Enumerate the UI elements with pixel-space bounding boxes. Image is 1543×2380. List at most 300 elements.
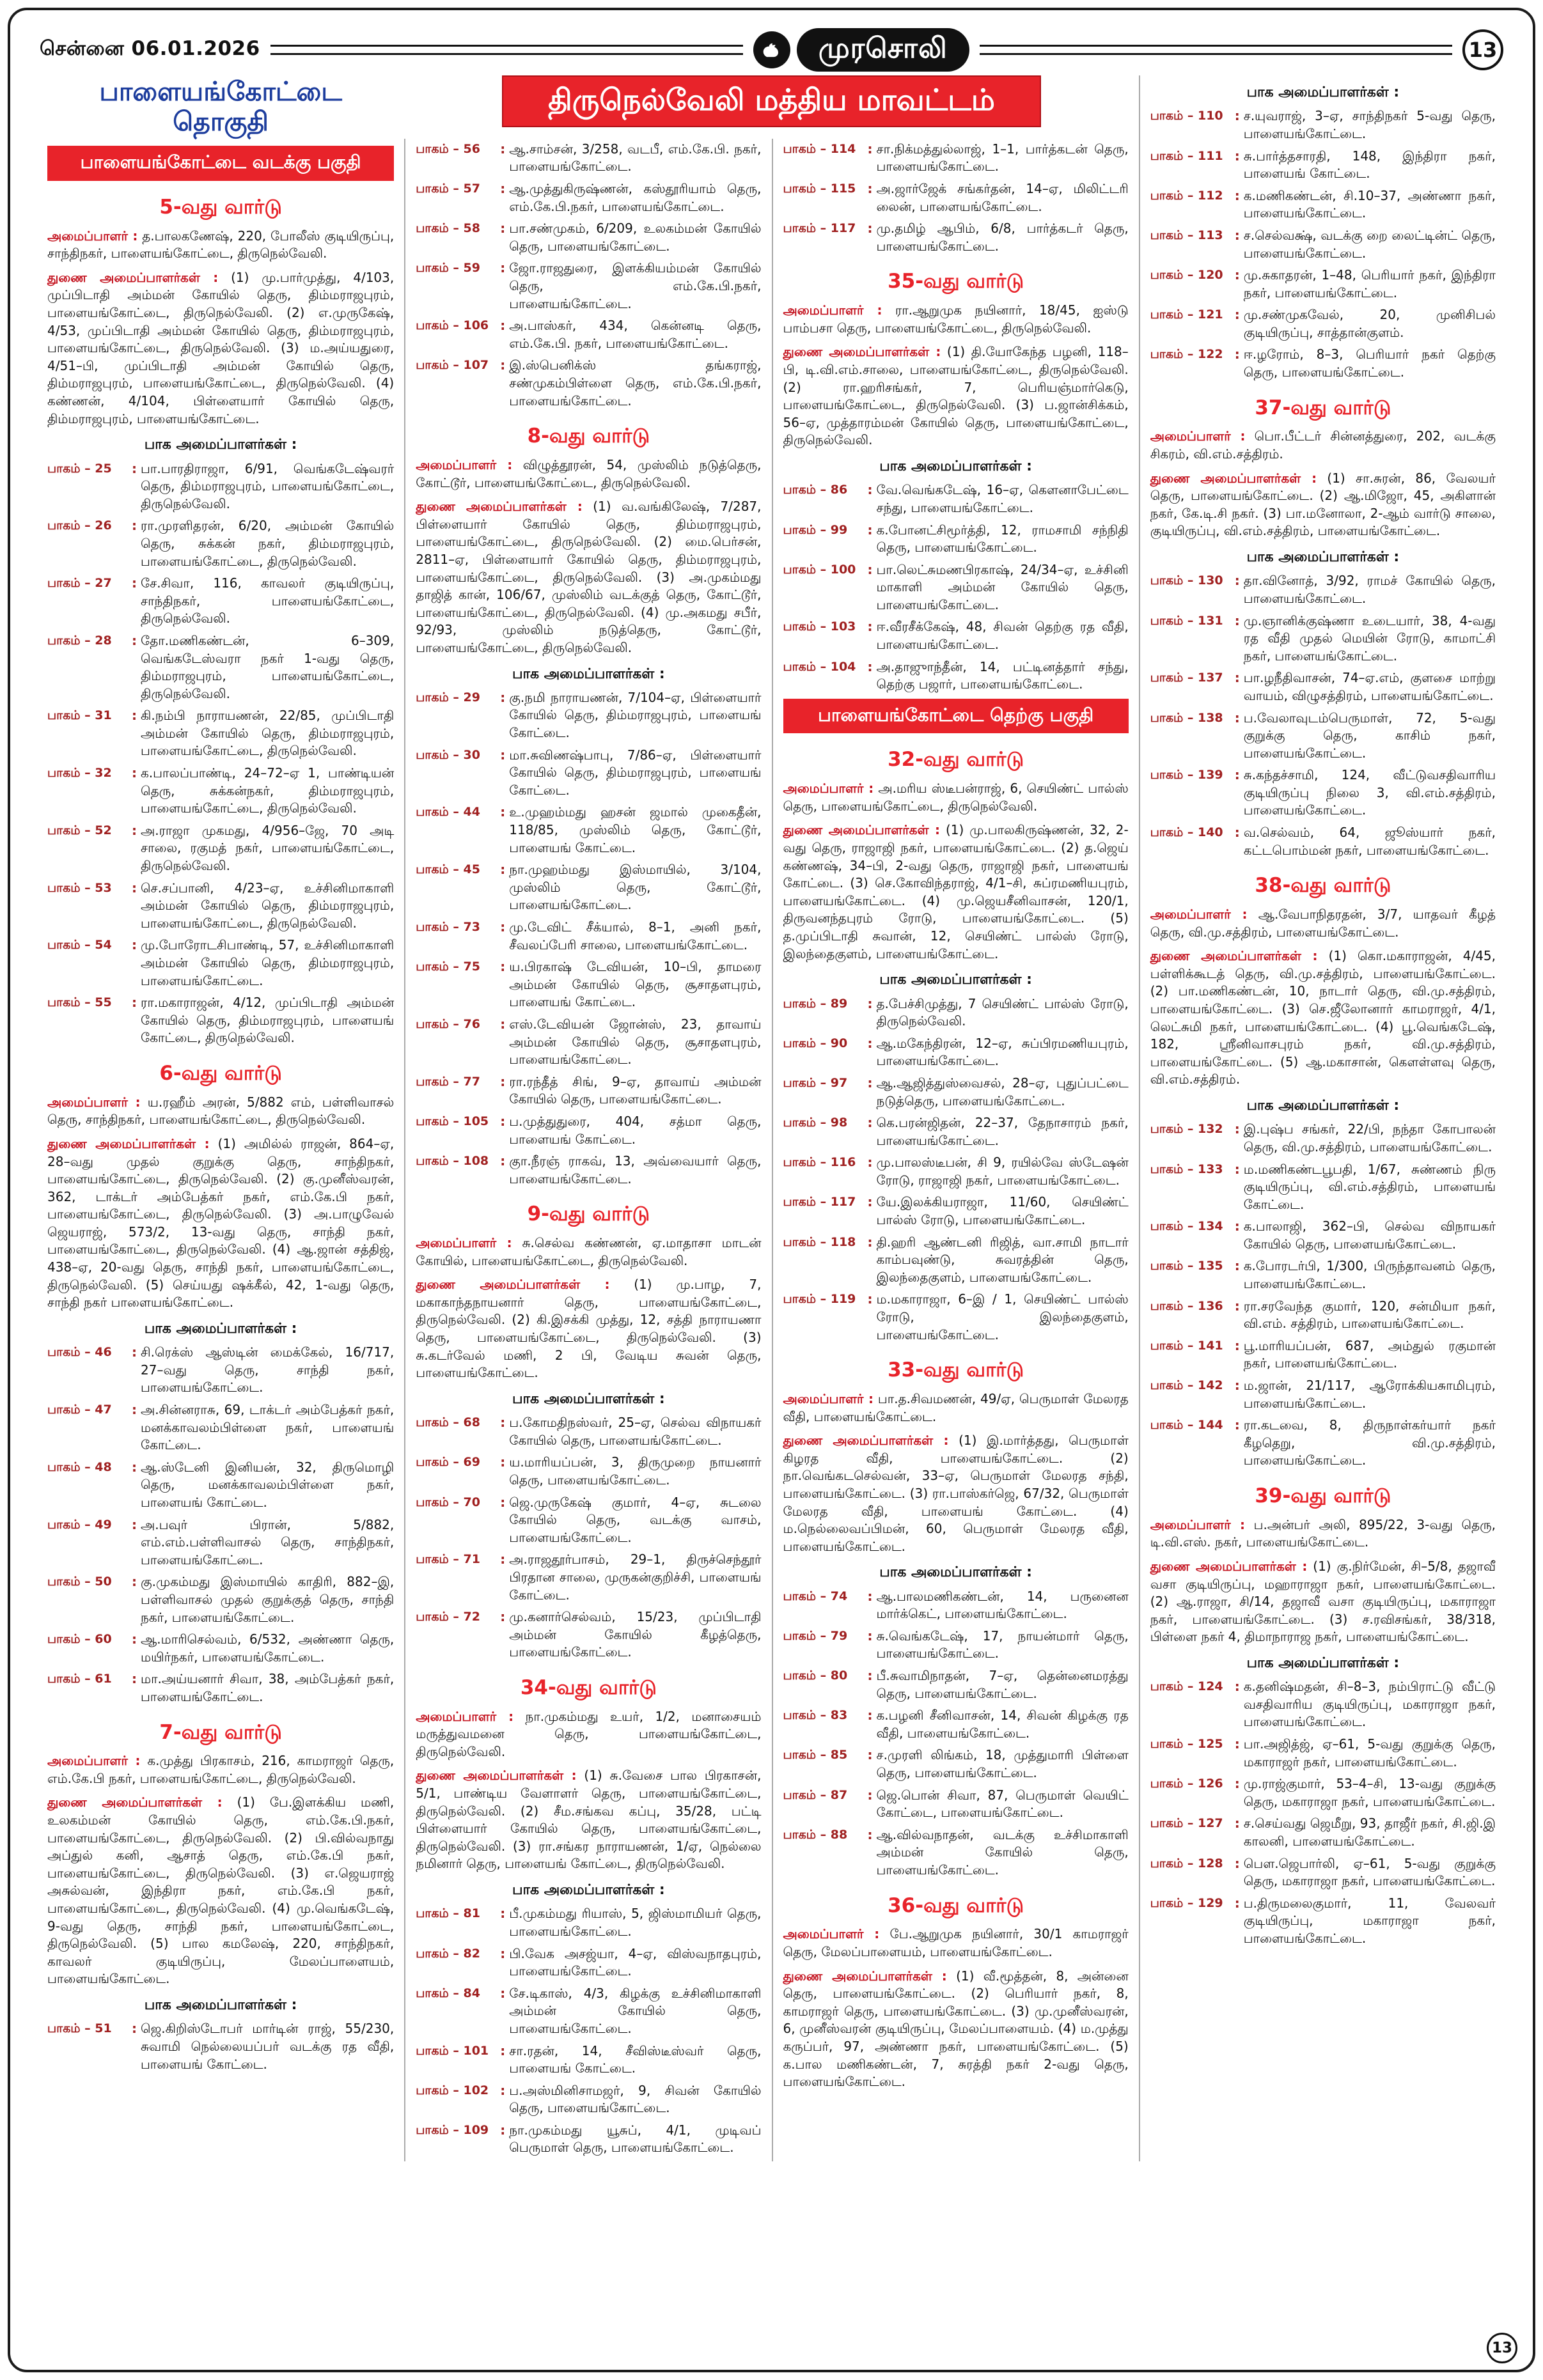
part-number: பாகம் – 44 — [416, 805, 480, 820]
part-colon-separator: : — [1234, 227, 1240, 243]
part-entry — [416, 2042, 761, 2078]
part-member-details: அ.பவுர் பிரான், 5/882, எம்.எம்.பள்ளிவாசல் தெரு, சாந்திநகர், பாளையங்கோட்டை. — [141, 1516, 395, 1567]
part-colon-separator: : — [867, 1291, 873, 1307]
organiser-paragraph — [783, 343, 1129, 449]
part-member-details: மு.பாலஸ்டீபன், சி 9, ரயில்வே ஸ்டேஷன் ரோடு, ராஜாஜி நகர், பாளையங்கோட்டை. — [876, 1155, 1129, 1188]
organiser-paragraph — [783, 302, 1129, 337]
part-number: பாகம் – 132 — [1150, 1122, 1223, 1137]
part-colon-separator: : — [500, 1113, 506, 1129]
part-colon-separator: : — [867, 522, 873, 538]
part-entry — [1150, 306, 1496, 341]
page-header — [31, 23, 1512, 74]
organiser-role-label: துணை அமைப்பாளர்கள் : — [783, 344, 941, 360]
part-member-details: ஆ.முத்துகிருஷ்ணன், கஸ்தூரியாம் தெரு, எம்.கே.பி.நகர், பாளையங்கோட்டை. — [509, 181, 762, 214]
organiser-detail-text: (1) தி.யோகேந்த பழனி, 118–பி, டி.வி.எம்.சாலை, பாளையங்கோட்டை, திருநெல்வேலி. (2) ரா.ஹரிசங்கர், 7, பெரியஞ்மார்கெடு, பாளையங்கோட்டை, திருநெல்வேலி. (3) ப.ஜான்சிக்கம், 56–ஏ, முத்தாரம்மன் கோயில் தெரு, பாளையங்கோட்டை, திருநெல்வேலி. — [783, 344, 1129, 448]
masthead-title: முரசொலி — [797, 28, 969, 72]
organiser-role-label: அமைப்பாளர் : — [47, 228, 138, 244]
part-colon-separator: : — [867, 995, 873, 1011]
part-colon-separator: : — [1234, 1417, 1240, 1433]
part-entry — [1150, 1417, 1496, 1470]
header-rule-left — [270, 45, 743, 55]
part-member-details: ஆ.வில்வநாதன், வடக்கு உச்சிமாகாளி அம்மன் கோயில் தெரு, பாளையங்கோட்டை. — [876, 1826, 1129, 1878]
part-number: பாகம் – 97 — [783, 1075, 848, 1090]
part-colon-separator: : — [132, 995, 137, 1011]
part-member-details: ஈ.வீரசீக்கேஷ், 48, சிவன் தெற்கு ரத வீதி, பாளையங்கோட்டை. — [876, 619, 1129, 653]
organiser-detail-text: க.முத்து பிரகாசம், 216, காமராஜர் தெரு, எம்.கே.பி நகர், பாளையங்கோட்டை, திருநெல்வேலி. — [47, 1753, 395, 1786]
part-entry — [47, 1516, 394, 1569]
part-entry — [783, 1826, 1129, 1879]
organiser-role-label: துணை அமைப்பாளர்கள் : — [416, 1768, 577, 1784]
part-member-details: பீ.முகம்மது ரியாஸ், 5, ஜிஸ்மாமியர் தெரு, பாளையங்கோட்டை. — [509, 1906, 762, 1939]
part-number: பாகம் – 31 — [47, 708, 112, 723]
part-colon-separator: : — [132, 765, 137, 781]
part-number: பாகம் – 79 — [783, 1628, 848, 1643]
part-number: பாகம் – 129 — [1150, 1895, 1223, 1910]
organiser-detail-text: ய.ரஹீம் அரன், 5/882 எம், பள்ளிவாசல் தெரு, சாந்திநகர், பாளையங்கோட்டை, திருநெல்வேலி. — [47, 1094, 395, 1128]
organiser-detail-text: (1) வ.வங்கிலேஷ், 7/287, பிள்ளையார் கோயில் தெரு, திம்மராஜபுரம், பாளையங்கோட்டை, திருநெல்வேலி. (2) மை.பெர்சன், 2811–ஏ, பிள்ளையார் கோயில் தெரு, திம்மராஜபுரம், பாளையங்கோட்டை, திருநெல்வேலி. (3) அ.முகம்மது தாஜித் கான், 106/67, முஸ்லிம் வடக்குத் தெரு, கோட்டூர், பாளையங்கோட்டை, திருநெல்வேலி. (4) மு.அகமது சபீர், 92/93, முஸ்லிம் நடுத்தெரு, கோட்டூர், பாளையங்கோட்டை, திருநெல்வேலி. — [416, 499, 762, 655]
part-colon-separator: : — [500, 959, 506, 975]
part-colon-separator: : — [867, 181, 873, 197]
part-entry — [416, 747, 761, 800]
part-organisers-heading: பாக அமைப்பாளர்கள் : — [144, 1996, 297, 2013]
part-entry — [783, 220, 1129, 255]
organiser-role-label: அமைப்பாளர் : — [416, 1235, 512, 1251]
edition-dateline: சென்னை 06.01.2026 — [40, 37, 260, 60]
part-member-details: ஜெ.முருகேஷ் குமார், 4–ஏ, சுடலை கோயில் தெரு, வடக்கு வாசம், பாளையங்கோட்டை. — [509, 1494, 762, 1545]
organiser-paragraph — [47, 269, 394, 428]
part-number: பாகம் – 29 — [416, 690, 480, 704]
part-entry — [783, 141, 1129, 176]
part-colon-separator: : — [500, 181, 506, 197]
part-number: பாகம் – 124 — [1150, 1679, 1223, 1694]
part-member-details: த.பேச்சிமுத்து, 7 செயிண்ட் பால்ஸ் ரோடு, திருநெல்வேலி. — [876, 995, 1129, 1029]
part-colon-separator: : — [867, 1668, 873, 1684]
part-entry — [416, 958, 761, 1011]
organiser-paragraph — [416, 498, 761, 657]
part-member-details: மா.சுவிணஷ்பாபு, 7/86–ஏ, பிள்ளையார் கோயில் தெரு, திம்மராஜபுரம், பாளையங் கோட்டை. — [509, 747, 762, 798]
part-member-details: மு.ஞானிக்குஷ்ணா உடையார், 38, 4-வது ரத வீதி முதல் மெயின் ரோடு, காமாட்சி நகர், பாளையங்கோட்டை. — [1243, 612, 1496, 664]
part-number: பாகம் – 58 — [416, 221, 480, 236]
part-member-details: ய.மாரியப்பன், 3, திருமுறை நாயனார் தெரு, பாளையங்கோட்டை. — [509, 1454, 762, 1488]
organiser-paragraph — [416, 1767, 761, 1873]
part-colon-separator: : — [132, 1516, 137, 1532]
organiser-role-label: அமைப்பாளர் : — [416, 1708, 514, 1724]
part-colon-separator: : — [1234, 1337, 1240, 1353]
part-member-details: ஆ.ஆஜித்துஸ்வைசல், 28–ஏ, புதுப்பட்டை நடுத்தெரு, பாளையங்கோட்டை. — [876, 1075, 1129, 1108]
part-member-details: ஜெ.கிறிஸ்டோபர் மார்டின் ராஜ், 55/230, சுவாமி நெல்லையப்பர் வடக்கு ரத வீதி, பாளையங் கோட்டை. — [141, 2021, 395, 2072]
part-colon-separator: : — [1234, 1776, 1240, 1792]
part-entry — [783, 1588, 1129, 1623]
part-number: பாகம் – 54 — [47, 938, 112, 953]
part-member-details: இ.ஸ்பெனிக்ஸ் தங்கராஜ், சண்முகம்பிள்ளை தெரு, எம்.கே.பி.நகர், பாளையங்கோட்டை. — [509, 357, 762, 408]
organiser-role-label: அமைப்பாளர் : — [47, 1753, 141, 1769]
part-member-details: தி.ஹரி ஆண்டனி ரிஜித், வா.சாமி நாடார் காம்பவுண்டு, சுவரத்தின் தெரு, இலந்தைகுளம், பாளையங்கோட்டை. — [876, 1234, 1129, 1285]
organiser-detail-text: (1) சா.சுரன், 86, வேலயர் தெரு, பாளையங்கோட்டை. (2) ஆ.மிஜோ, 45, அகிளான் நகர், கே.டி.சி நகர். (3) பா.மனோலா, 2-ஆம் வார்டு சாலை, குடியிருப்பு, வி.எம்.சத்திரம், பாளையங்கோட்டை. — [1150, 470, 1496, 539]
header-rule-right — [980, 45, 1452, 55]
part-colon-separator: : — [1234, 1736, 1240, 1752]
part-member-details: பி.வேக அசஜ்யா, 4–ஏ, விஸ்வநாதபுரம், பாளையங்கோட்டை. — [509, 1945, 762, 1979]
part-entry — [783, 481, 1129, 517]
part-colon-separator: : — [867, 1628, 873, 1644]
organiser-detail-text: (1) மு.பாழ, 7, மகாகாந்தநாயனார் தெரு, பாளையங்கோட்டை, திருநெல்வேலி. (2) கி.இசக்கி முத்து, 12, சத்தி நாராயணா தெரு, பாளையங்கோட்டை, திருநெல்வேலி. (3) சு.கடர்வேல் மணி, 2 பி, வேடிய சுவன் தெரு, பாளையங்கோட்டை. — [416, 1277, 762, 1381]
part-member-details: மு.தமிழ் ஆபிம், 6/8, பார்த்கடர் தெரு, பாளையங்கோட்டை. — [876, 221, 1129, 254]
part-organisers-heading: பாக அமைப்பாளர்கள் : — [879, 1564, 1032, 1581]
organiser-role-label: அமைப்பாளர் : — [1150, 428, 1246, 444]
organiser-paragraph — [1150, 906, 1496, 941]
part-number: பாகம் – 30 — [416, 747, 480, 762]
part-entry — [1150, 148, 1496, 183]
part-number: பாகம் – 100 — [783, 562, 856, 577]
part-colon-separator: : — [500, 2082, 506, 2098]
part-colon-separator: : — [500, 1153, 506, 1169]
part-number: பாகம் – 47 — [47, 1403, 112, 1417]
part-member-details: பூ.மாரியப்பன், 687, அம்துல் ரகுமான் நகர், பாளையங்கோட்டை. — [1243, 1337, 1496, 1371]
part-entry — [47, 1573, 394, 1626]
part-entry — [47, 2020, 394, 2073]
part-member-details: கெ.பரன்ஜிதன், 22–37, தேநாசாரம் நகர், பாளையங்கோட்டை. — [876, 1115, 1129, 1148]
part-member-details: க.தனிஷ்மதன், சி–8–3, நம்பிராட்டு வீட்டு வசதிவாரிய குடியிருப்பு, மகாராஜா நகர், பாளையங்கோட்டை. — [1243, 1679, 1496, 1730]
part-number: பாகம் – 28 — [47, 633, 112, 648]
part-colon-separator: : — [500, 2042, 506, 2058]
part-number: பாகம் – 116 — [783, 1155, 856, 1170]
footer-page-number-badge: 13 — [1487, 2333, 1517, 2363]
part-member-details: ப.வேலாவுடம்பெருமாள், 72, 5-வது குறுக்கு தெரு, காசிம் நகர், பாளையங்கோட்டை. — [1243, 710, 1496, 761]
part-member-details: ய.பிரகாஷ் டேவியன், 10–பி, தாமரை அம்மன் கோயில் தெரு, சூசாதளபுரம், பாளையங் கோட்டை. — [509, 959, 762, 1010]
organiser-paragraph — [416, 1234, 761, 1270]
part-colon-separator: : — [132, 518, 137, 534]
part-entry — [47, 1401, 394, 1454]
part-number: பாகம் – 60 — [47, 1632, 112, 1647]
part-number: பாகம் – 48 — [47, 1459, 112, 1474]
part-number: பாகம் – 68 — [416, 1415, 480, 1430]
part-colon-separator: : — [500, 919, 506, 935]
part-organisers-heading: பாக அமைப்பாளர்கள் : — [1246, 84, 1400, 100]
part-member-details: பீ.சுவாமிநாதன், 7–ஏ, தென்னைமரத்து தெரு, பாளையங்கோட்டை. — [876, 1668, 1129, 1701]
part-entry — [783, 1035, 1129, 1070]
organiser-detail-text: பா.த.சிவமணன், 49/ஏ, பெருமாள் மேலரத வீதி, பாளையங்கோட்டை. — [783, 1391, 1129, 1424]
part-number: பாகம் – 82 — [416, 1946, 480, 1961]
part-member-details: மு.கனார்செல்வம், 15/23, முப்பிடாதி அம்மன் கோயில் கீழத்தெரு, பாளையங்கோட்டை. — [509, 1609, 762, 1660]
organiser-paragraph — [783, 821, 1129, 963]
part-member-details: அ.ஜார்ஜேக் சங்கர்தன், 14–ஏ, மிலிட்டரி லைன், பாளையங்கோட்டை. — [876, 181, 1129, 214]
organiser-role-label: துணை அமைப்பாளர்கள் : — [1150, 470, 1317, 486]
organiser-role-label: துணை அமைப்பாளர்கள் : — [1150, 948, 1318, 964]
part-number: பாகம் – 87 — [783, 1787, 848, 1802]
part-colon-separator: : — [867, 1787, 873, 1803]
part-entry — [416, 260, 761, 313]
part-colon-separator: : — [1234, 1378, 1240, 1394]
part-member-details: ம.மணிகண்டபூபதி, 1/67, சுண்ணம் நிரு குடியிருப்பு, வி.எம்.சத்திரம், பாளையங் கோட்டை. — [1243, 1161, 1496, 1212]
part-entry — [47, 632, 394, 703]
part-member-details: ப.அஸ்மினிசாமஜர், 9, சிவன் கோயில் தெரு, பாளையங்கோட்டை. — [509, 2082, 762, 2116]
part-entry — [1150, 1298, 1496, 1333]
organiser-role-label: அமைப்பாளர் : — [783, 302, 882, 318]
part-entry — [1150, 187, 1496, 222]
part-colon-separator: : — [867, 482, 873, 498]
part-member-details: ப.கோமதிநஸ்வர், 25–ஏ, செல்வ விநாயகர் கோயில் தெரு, பாளையங்கோட்டை. — [509, 1415, 762, 1448]
part-entry — [783, 1787, 1129, 1822]
organiser-role-label: துணை அமைப்பாளர்கள் : — [1150, 1558, 1308, 1574]
part-number: பாகம் – 117 — [783, 221, 856, 236]
part-colon-separator: : — [500, 1945, 506, 1961]
part-member-details: சி.ரெக்ஸ் ஆஸ்டின் மைக்கேல், 16/717, 27–வது தெரு, சாந்தி நகர், பாளையங்கோட்டை. — [141, 1344, 395, 1396]
organiser-role-label: துணை அமைப்பாளர்கள் : — [47, 269, 219, 285]
part-colon-separator: : — [1234, 1298, 1240, 1314]
part-entry — [416, 1905, 761, 1940]
organiser-paragraph — [783, 780, 1129, 815]
part-entry — [1150, 572, 1496, 607]
part-number: பாகம் – 135 — [1150, 1259, 1223, 1273]
part-number: பாகம் – 127 — [1150, 1816, 1223, 1831]
part-colon-separator: : — [500, 1454, 506, 1470]
organiser-role-label: துணை அமைப்பாளர்கள் : — [783, 1968, 947, 1984]
part-number: பாகம் – 69 — [416, 1455, 480, 1470]
part-entry — [416, 1454, 761, 1489]
part-number: பாகம் – 75 — [416, 960, 480, 974]
part-entry — [783, 1746, 1129, 1782]
organiser-detail-text: அ.மரிய ஸ்டீபன்ராஜ், 6, செயிண்ட் பால்ஸ் தெரு, பாளையங்கோட்டை, திருநெல்வேலி. — [783, 781, 1129, 814]
part-member-details: க.போரடர்பி, 1/300, பிருந்தாவனம் தெரு, பாளையங்கோட்டை. — [1243, 1258, 1496, 1292]
part-colon-separator: : — [132, 937, 137, 953]
part-member-details: சு.பார்த்தசாரதி, 148, இந்திரா நகர், பாளையங் கோட்டை. — [1243, 148, 1496, 182]
part-member-details: மு.சுகாதரன், 1–48, பெரியார் நகர், இந்திரா நகர், பாளையங்கோட்டை. — [1243, 267, 1496, 300]
part-number: பாகம் – 125 — [1150, 1737, 1223, 1752]
part-entry — [783, 1707, 1129, 1742]
part-member-details: ச.செய்வது ஜெமீறு, 93, தாஜீர் நகர், சி.ஜி.இ காலனி, பாளையங்கோட்டை. — [1243, 1816, 1496, 1849]
part-entry — [783, 180, 1129, 215]
organiser-role-label: அமைப்பாளர் : — [47, 1094, 141, 1110]
organiser-detail-text: பொ.பீட்டர் சின்னத்துரை, 202, வடக்கு சிகரம், வி.எம்.சத்திரம். — [1150, 428, 1496, 462]
part-number: பாகம் – 26 — [47, 518, 112, 533]
ward-heading: 32-வது வார்டு — [888, 748, 1024, 772]
ward-heading: 7-வது வார்டு — [159, 1720, 282, 1744]
part-entry — [47, 707, 394, 760]
organiser-paragraph — [47, 228, 394, 263]
part-colon-separator: : — [1234, 1679, 1240, 1695]
part-entry — [416, 1494, 761, 1547]
part-colon-separator: : — [1234, 1816, 1240, 1832]
part-entry — [47, 460, 394, 513]
part-member-details: ஆ.பாலமணிகண்டன், 14, பருனைன மார்க்கெட், பாளையங்கோட்டை. — [876, 1588, 1129, 1622]
part-number: பாகம் – 80 — [783, 1668, 848, 1683]
part-colon-separator: : — [1234, 148, 1240, 164]
part-number: பாகம் – 99 — [783, 522, 848, 537]
organiser-paragraph — [1150, 428, 1496, 463]
part-number: பாகம் – 111 — [1150, 148, 1223, 163]
part-member-details: பா.சண்முகம், 6/209, உலகம்மன் கோயில் தெரு, பாளையங்கோட்டை. — [509, 221, 762, 254]
part-colon-separator: : — [132, 575, 137, 591]
organiser-paragraph — [416, 456, 761, 492]
part-organisers-heading: பாக அமைப்பாளர்கள் : — [879, 458, 1032, 474]
part-colon-separator: : — [500, 141, 506, 157]
part-colon-separator: : — [500, 747, 506, 763]
part-number: பாகம் – 128 — [1150, 1856, 1223, 1871]
part-number: பாகம் – 50 — [47, 1575, 112, 1589]
part-entry — [416, 1985, 761, 2038]
part-number: பாகம் – 45 — [416, 862, 480, 877]
part-entry — [47, 517, 394, 570]
organiser-role-label: அமைப்பாளர் : — [783, 781, 874, 797]
part-organisers-heading: பாக அமைப்பாளர்கள் : — [1246, 549, 1400, 565]
news-column-2 — [404, 139, 771, 2161]
part-number: பாகம் – 108 — [416, 1154, 489, 1169]
part-number: பாகம் – 89 — [783, 996, 848, 1011]
part-number: பாகம் – 57 — [416, 182, 480, 196]
part-number: பாகம் – 90 — [783, 1036, 848, 1050]
part-member-details: ரா.கடவை, 8, திருநாள்கர்யார் நகர் கீழதெறு, வி.மு.சத்திரம், பாளையங்கோட்டை. — [1243, 1417, 1496, 1468]
ward-heading: 34-வது வார்டு — [520, 1676, 657, 1699]
part-number: பாகம் – 136 — [1150, 1298, 1223, 1313]
part-member-details: சா.நிக்மத்துல்லாஜ், 1–1, பார்த்கடன் தெரு, பாளையங்கோட்டை. — [876, 141, 1129, 175]
part-entry — [1150, 267, 1496, 302]
part-number: பாகம் – 141 — [1150, 1338, 1223, 1353]
part-entry — [416, 689, 761, 742]
part-member-details: அ.பாஸ்கர், 434, கென்னடி தெரு, எம்.கே.பி. நகர், பாளையங்கோட்டை. — [509, 318, 762, 351]
part-member-details: சு.கந்தச்சாமி, 124, வீட்டுவசதிவாரிய குடியிருப்பு நிலை 3, வி.எம்.சத்திரம், பாளையங்கோட்டை. — [1243, 767, 1496, 818]
part-member-details: ஆ.சாம்சன், 3/258, வடபீ, எம்.கே.பி. நகர், பாளையங்கோட்டை. — [509, 141, 762, 175]
part-colon-separator: : — [867, 221, 873, 237]
part-colon-separator: : — [500, 1494, 506, 1510]
organiser-paragraph — [1150, 1558, 1496, 1646]
part-member-details: கு.முகம்மது இஸ்மாயில் காதிரி, 882–இ, பள்ளிவாசல் முதல் குறுக்குத் தெரு, சாந்தி நகர், பாளையங்கோட்டை. — [141, 1574, 395, 1625]
part-number: பாகம் – 139 — [1150, 768, 1223, 782]
part-entry — [1150, 1377, 1496, 1412]
part-number: பாகம் – 102 — [416, 2083, 489, 2097]
part-colon-separator: : — [867, 658, 873, 674]
organiser-detail-text: (1) அமில்ல் ராஜன், 864–ஏ, 28–வது முதல் குறுக்கு தெரு, சாந்திநகர், பாளையங்கோட்டை, திருநெல்வேலி. (2) கு.முனீஸ்வரன், 362, டாக்டர் அம்பேத்கர் நகர், எம்.கே.பி நகர், பாளையங்கோட்டை, திருநெல்வேலி. (3) அ.பாழுவேல் ஜெயராஜ், 573/2, 13-வது தெரு, சாந்தி நகர், பாளையங்கோட்டை, திருநெல்வேலி. (4) ஆ.ஜான் சத்திஜ், 438–ஏ, 20-வது தெரு, சாந்தி நகர், பாளையங்கோட்டை, திருநெல்வேலி. (5) செய்யது ஷக்கீல், 42, 1-வது தெரு, சாந்தி நகர் பாளையங்கோட்டை. — [47, 1135, 395, 1311]
ward-heading: 5-வது வார்டு — [159, 195, 282, 219]
part-member-details: வ.செல்வம், 64, ஜூஸ்யார் நகர், கட்டபொம்மன் நகர், பாளையங்கோட்டை. — [1243, 825, 1496, 858]
part-member-details: சே.சிவா, 116, காவலர் குடியிருப்பு, சாந்திநகர், பாளையங்கோட்டை, திருநெல்வேலி. — [141, 575, 395, 626]
news-column-3 — [772, 139, 1139, 2161]
part-number: பாகம் – 120 — [1150, 268, 1223, 283]
part-number: பாகம் – 71 — [416, 1552, 480, 1567]
ward-heading: 37-வது வார்டு — [1255, 396, 1391, 419]
part-number: பாகம் – 86 — [783, 483, 848, 497]
part-entry — [1150, 1678, 1496, 1731]
part-number: பாகம் – 110 — [1150, 109, 1223, 123]
part-organisers-heading: பாக அமைப்பாளர்கள் : — [512, 1882, 665, 1898]
organiser-detail-text: ப.அன்பர் அலி, 895/22, 3-வது தெரு, டி.வி.எஸ். நகர், பாளையங்கோட்டை. — [1150, 1516, 1496, 1550]
part-number: பாகம் – 107 — [416, 358, 489, 373]
part-colon-separator: : — [132, 1402, 137, 1417]
organiser-paragraph — [416, 1708, 761, 1761]
part-entry — [783, 1667, 1129, 1702]
part-colon-separator: : — [867, 1707, 873, 1723]
part-member-details: தா.வினோத், 3/92, ராமச் கோயில் தெரு, பாளையங்கோட்டை. — [1243, 573, 1496, 606]
part-entry — [1150, 227, 1496, 262]
part-entry — [1150, 1337, 1496, 1373]
part-colon-separator: : — [867, 1035, 873, 1051]
part-number: பாகம் – 51 — [47, 2021, 112, 2036]
part-organisers-heading: பாக அமைப்பாளர்கள் : — [879, 972, 1032, 988]
ward-heading: 39-வது வார்டு — [1255, 1484, 1391, 1508]
organiser-paragraph — [783, 1968, 1129, 2091]
part-colon-separator: : — [1234, 1855, 1240, 1871]
part-number: பாகம் – 137 — [1150, 671, 1223, 685]
part-member-details: ரா.முரளிதரன், 6/20, அம்மன் கோயில் தெரு, சுக்கன் நகர், திம்மராஜபுரம், பாளையங்கோட்டை, திருநெல்வேலி. — [141, 518, 395, 569]
part-entry — [783, 1154, 1129, 1189]
constituency-title: பாளையங்கோட்டை தொகுதி — [99, 76, 342, 137]
part-entry — [416, 220, 761, 255]
part-colon-separator: : — [1234, 825, 1240, 841]
ward-heading: 36-வது வார்டு — [888, 1894, 1024, 1917]
part-member-details: ம.ஜான், 21/117, ஆரோக்கியசுாமிபுரம், பாளையங்கோட்டை. — [1243, 1378, 1496, 1411]
part-colon-separator: : — [132, 1459, 137, 1475]
masthead-logo — [753, 28, 969, 72]
part-member-details: க.பாலப்பாண்டி, 24–72–ஏ 1, பாண்டியன் தெரு, சுக்கன்நகர், திம்மராஜபுரம், பாளையங்கோட்டை, திருநெல்வேலி. — [141, 765, 395, 816]
part-colon-separator: : — [500, 1906, 506, 1922]
part-colon-separator: : — [867, 619, 873, 635]
organiser-detail-text: ஆ.வேபாநிதரதன், 3/7, யாதவர் கீழத் தெரு, வி.மு.சத்திரம், பாளையங்கோட்டை. — [1150, 906, 1496, 940]
part-member-details: மு.டேவிட் சீக்யால், 8–1, அனி நகர், சீவலப்பேரி சாலை, பாளையங்கோட்டை. — [509, 919, 762, 953]
part-entry — [1150, 1815, 1496, 1850]
page-number-badge: 13 — [1462, 29, 1503, 70]
part-entry — [416, 141, 761, 176]
part-number: பாகம் – 72 — [416, 1610, 480, 1624]
part-member-details: ஆ.மாரிசெல்வம், 6/532, அண்ணா தெரு, மயிர்நகர், பாளையங்கோட்டை. — [141, 1631, 395, 1665]
part-colon-separator: : — [1234, 670, 1240, 686]
part-member-details: எஸ்.டேவியன் ஜோன்ஸ், 23, தாவாய் அம்மன் கோயில் தெரு, சூசாதளபுரம், பாளையங்கோட்டை. — [509, 1016, 762, 1068]
part-member-details: பா.அஜித்ஜ், ஏ–61, 5-வது குறுக்கு தெரு, மகாராஜர் நகர், பாளையங்கோட்டை. — [1243, 1736, 1496, 1769]
news-column-1 — [37, 75, 404, 2161]
part-member-details: வே.வெங்கடேஷ், 16–ஏ, கௌனாபேட்டை சந்து, பாளையங்கோட்டை. — [876, 482, 1129, 515]
part-member-details: அ.தாஜுாந்தீன், 14, பட்டினத்தார் சந்து, தெற்கு பஜார், பாளையங்கோட்டை. — [876, 658, 1129, 692]
part-entry — [783, 658, 1129, 694]
part-number: பாகம் – 98 — [783, 1116, 848, 1130]
part-entry — [1150, 346, 1496, 381]
part-entry — [783, 995, 1129, 1031]
part-number: பாகம் – 106 — [416, 318, 489, 333]
part-member-details: மா.அய்யனார் சிவா, 38, அம்பேத்கர் நகர், பாளையங்கோட்டை. — [141, 1671, 395, 1704]
part-number: பாகம் – 130 — [1150, 573, 1223, 588]
part-colon-separator: : — [1234, 573, 1240, 589]
part-number: பாகம் – 142 — [1150, 1378, 1223, 1393]
part-number: பாகம் – 105 — [416, 1114, 489, 1128]
organiser-role-label: துணை அமைப்பாளர்கள் : — [416, 1277, 610, 1293]
part-number: பாகம் – 133 — [1150, 1162, 1223, 1176]
part-colon-separator: : — [500, 221, 506, 237]
part-number: பாகம் – 55 — [47, 995, 112, 1010]
region-section-banner: பாளையங்கோட்டை வடக்கு பகுதி — [47, 146, 394, 181]
part-number: பாகம் – 49 — [47, 1517, 112, 1532]
part-colon-separator: : — [867, 141, 873, 157]
part-member-details: ச.செல்வக்ஷ், வடக்கு றை லைட்டின்ட் தெரு, பாளையங்கோட்டை. — [1243, 227, 1496, 261]
part-entry — [416, 804, 761, 857]
part-member-details: கு.நமி நாராயணன், 7/104–ஏ, பிள்ளையார் கோயில் தெரு, திம்மராஜபுரம், பாளையங் கோட்டை. — [509, 689, 762, 741]
part-number: பாகம் – 73 — [416, 919, 480, 934]
part-entry — [1150, 824, 1496, 859]
part-number: பாகம் – 84 — [416, 1986, 480, 2000]
part-colon-separator: : — [1234, 710, 1240, 726]
part-member-details: ச.முரளி லிங்கம், 18, முத்துமாரி பிள்ளை தெரு, பாளையங்கோட்டை. — [876, 1747, 1129, 1781]
part-entry — [1150, 766, 1496, 820]
part-colon-separator: : — [1234, 187, 1240, 203]
region-section-banner: பாளையங்கோட்டை தெற்கு பகுதி — [783, 699, 1129, 734]
ward-heading: 9-வது வார்டு — [527, 1202, 650, 1226]
part-entry — [783, 618, 1129, 653]
organiser-paragraph — [1150, 1516, 1496, 1552]
part-colon-separator: : — [1234, 1218, 1240, 1234]
part-number: பாகம் – 25 — [47, 461, 112, 476]
part-member-details: சா.ரதன், 14, சீவிஸ்டீஸ்வர் தெரு, பாளையங் கோட்டை. — [509, 2042, 762, 2076]
part-colon-separator: : — [1234, 612, 1240, 628]
part-colon-separator: : — [132, 460, 137, 476]
part-colon-separator: : — [132, 1631, 137, 1647]
part-number: பாகம் – 77 — [416, 1074, 480, 1089]
part-entry — [47, 994, 394, 1047]
organiser-detail-text: த.பாலகணேஷ், 220, போலீஸ் குடியிருப்பு, சாந்திநகர், பாளையங்கோட்டை, திருநெல்வேலி. — [47, 228, 395, 261]
